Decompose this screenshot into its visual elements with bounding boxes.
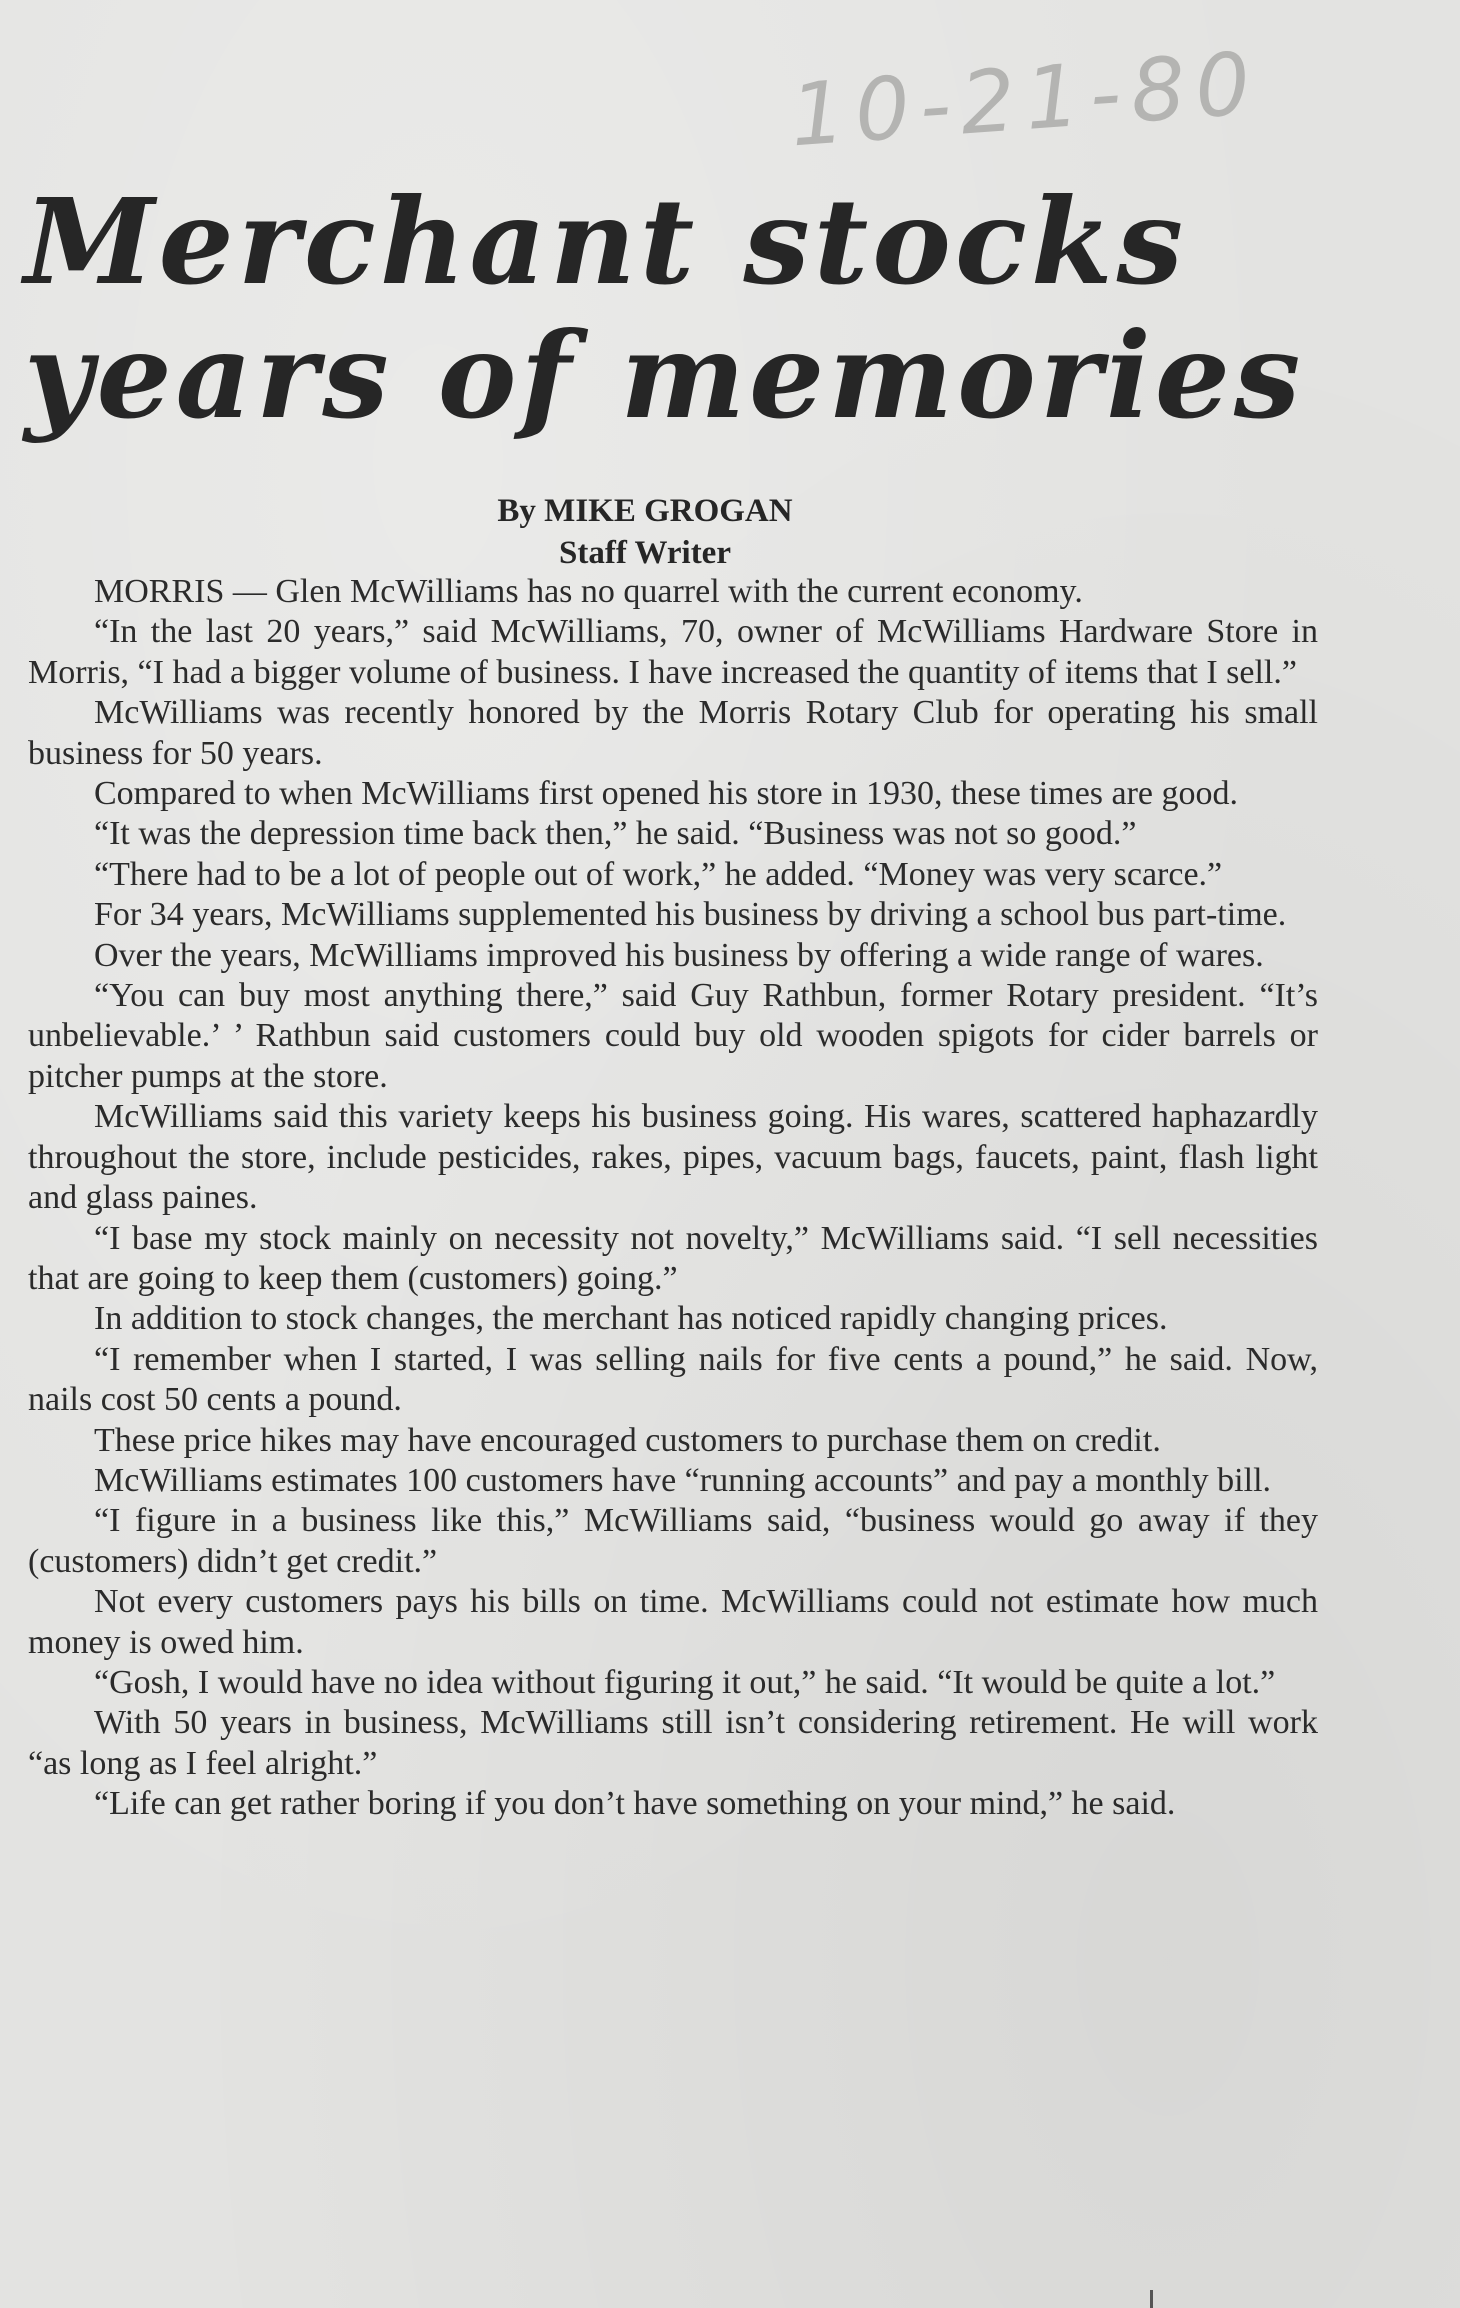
article-body	[28, 572, 1318, 1825]
paragraph: These price hikes may have encouraged customers to purchase them on credit.	[94, 1421, 1161, 1459]
headline-line-2: years of memories	[24, 306, 1305, 445]
paragraph: McWilliams was recently honored by the Morris Rotary Club for operating his small business for 50 years.	[28, 694, 1318, 772]
paragraph: Compared to when McWilliams first opened his store in 1930, these times are good.	[94, 775, 1239, 813]
paragraph: “It was the depression time back then,” he said. “Business was not so good.”	[94, 815, 1137, 853]
paragraph: MORRIS — Glen McWilliams has no quarrel with the current economy.	[94, 573, 1083, 610]
paragraph: McWilliams said this variety keeps his business going. His wares, scattered haphazardly throughout the store, include pesticides, rakes, pipes, vacuum bags, faucets, paint, flash light and glass paines.	[28, 1098, 1318, 1217]
paragraph: Over the years, McWilliams improved his business by offering a wide range of wares.	[94, 936, 1264, 974]
paragraph: “You can buy most anything there,” said Guy Rathbun, former Rotary president. “It’s unbelievable.’ ’ Rathbun said customers could buy old wooden spigots for cider barrels or pitcher pumps at the store.	[28, 977, 1318, 1095]
byline-author: By MIKE GROGAN	[497, 493, 793, 529]
paragraph: “Life can get rather boring if you don’t have something on your mind,” he said.	[94, 1785, 1176, 1823]
headline-line-1: Merchant stocks	[24, 172, 1188, 311]
paragraph: “I remember when I started, I was selling nails for five cents a pound,” he said. Now, nails cost 50 cents a pound.	[28, 1340, 1318, 1419]
paragraph: Not every customers pays his bills on time. McWilliams could not estimate how much money is owed him.	[28, 1583, 1318, 1661]
byline	[0, 490, 1290, 574]
paragraph: With 50 years in business, McWilliams still isn’t considering retirement. He will work “as long as I feel alright.”	[28, 1704, 1318, 1782]
handwritten-date: 10-21-80	[787, 33, 1264, 167]
paragraph: For 34 years, McWilliams supplemented his business by driving a school bus part-time.	[94, 896, 1287, 934]
headline	[24, 172, 1444, 445]
byline-role: Staff Writer	[559, 535, 731, 571]
paragraph: “In the last 20 years,” said McWilliams, 70, owner of McWilliams Hardware Store in Morris, “I had a bigger volume of business. I have increased the quantity of items that I sell.”	[28, 613, 1318, 691]
paragraph: “I figure in a business like this,” McWilliams said, “business would go away if they (customers) didn’t get credit.”	[28, 1502, 1318, 1580]
paragraph: “Gosh, I would have no idea without figuring it out,” he said. “It would be quite a lot.”	[94, 1663, 1276, 1701]
paragraph: In addition to stock changes, the merchant has noticed rapidly changing prices.	[94, 1300, 1168, 1338]
paragraph: “There had to be a lot of people out of work,” he added. “Money was very scarce.”	[94, 855, 1223, 893]
fold-mark	[1150, 2290, 1153, 2308]
paragraph: “I base my stock mainly on necessity not novelty,” McWilliams said. “I sell necessities that are going to keep them (customers) going.”	[28, 1219, 1318, 1297]
paragraph: McWilliams estimates 100 customers have “running accounts” and pay a monthly bill.	[94, 1461, 1272, 1499]
